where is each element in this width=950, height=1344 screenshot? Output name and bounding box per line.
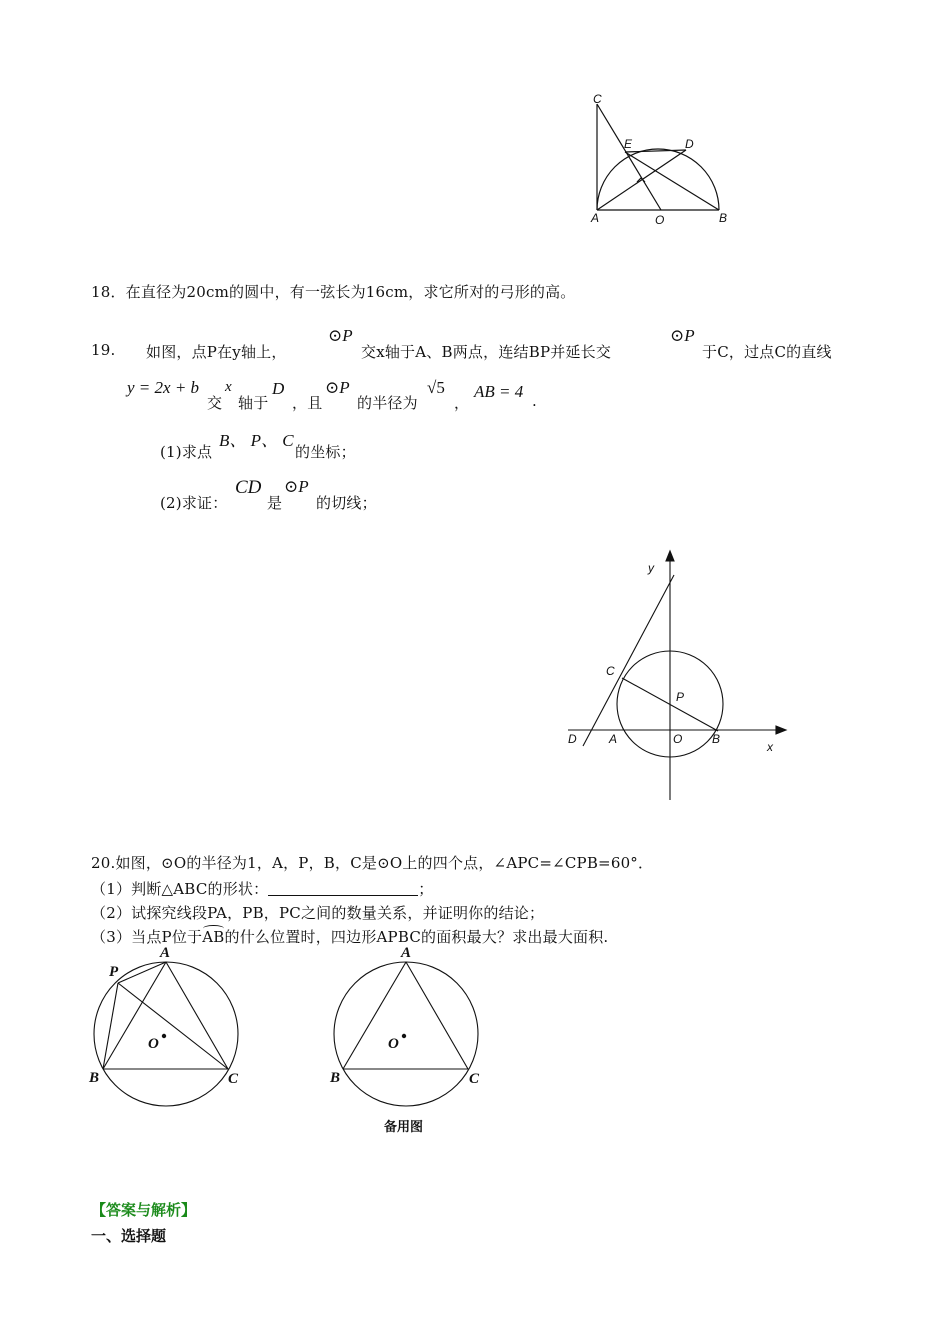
q19-text-7: 的半径为 — [357, 394, 418, 412]
q19-odot-p-1: ⊙P — [328, 326, 353, 345]
q19-comma: ， — [454, 394, 470, 412]
q19-text-2: 交x轴于A、B两点，连结BP并延长交 — [361, 343, 612, 361]
q19-sub1-post: 的坐标； — [295, 443, 356, 461]
q19-period: . — [532, 392, 537, 410]
answers-heading: 【答案与解析】 — [91, 1201, 197, 1219]
q19-x-symbol: x — [225, 379, 232, 395]
label-B: B — [719, 211, 728, 225]
q19-sub2-post: 的切线； — [316, 494, 377, 512]
q19-odot-p-2: ⊙P — [670, 326, 695, 345]
circle-O-2 — [334, 962, 478, 1106]
label-B: B — [712, 732, 721, 746]
label-C: C — [469, 1071, 480, 1087]
label-E: E — [624, 137, 633, 151]
label-B: B — [330, 1070, 341, 1086]
q19-odot-p-3: ⊙P — [325, 378, 350, 397]
q19-text-3: 于C，过点C的直线 — [702, 343, 832, 361]
arc-AB: AB — [202, 928, 225, 946]
q19-text-6: ，且 — [292, 394, 323, 412]
q20-sub1-end: ； — [418, 880, 434, 898]
q19-sub1-points: B、 P、 C — [219, 431, 294, 450]
q20-sub2: （2）试探究线段PA，PB，PC之间的数量关系，并证明你的结论； — [91, 904, 545, 922]
q19-text-5: 轴于 — [238, 394, 269, 412]
label-O: O — [388, 1036, 399, 1052]
q19-sqrt5: √5 — [427, 378, 445, 397]
label-A: A — [591, 211, 600, 225]
label-y: y — [648, 561, 654, 575]
section-choice-questions: 一、选择题 — [91, 1227, 167, 1245]
center-dot-2 — [402, 1034, 406, 1038]
label-A: A — [609, 732, 618, 746]
label-D: D — [685, 137, 694, 151]
label-O: O — [655, 213, 665, 227]
q20-sub1-text: （1）判断△ABC的形状： — [91, 880, 269, 898]
label-O: O — [673, 732, 683, 746]
label-C: C — [228, 1071, 239, 1087]
label-C: C — [593, 92, 602, 106]
q20-sub3-post: 的什么位置时，四边形APBC的面积最大？求出最大面积. — [224, 928, 609, 946]
label-C: C — [606, 664, 615, 678]
q20-line1: 20.如图，⊙O的半径为1，A，P，B，C是⊙O上的四个点，∠APC=∠CPB=60°． — [91, 854, 654, 872]
segment-AC — [406, 962, 468, 1069]
label-B: B — [89, 1070, 100, 1086]
q19-sub2-mid: 是 — [267, 494, 283, 512]
label-P: P — [109, 964, 119, 980]
q19-text-1: 如图，点P在y轴上， — [146, 343, 287, 361]
label-A: A — [401, 945, 412, 961]
label-x: x — [767, 740, 773, 754]
label-D: D — [568, 732, 577, 746]
q19-number: 19. — [91, 341, 116, 359]
q19-line-equation: y = 2x + b — [127, 378, 200, 397]
q19-odot-p-4: ⊙P — [284, 477, 309, 496]
q20-sub3-pre: （3）当点P位于 — [91, 928, 203, 946]
q19-ab-equation: AB = 4 — [474, 382, 524, 401]
question-18: 18．在直径为20cm的圆中，有一弦长为16cm，求它所对的弓形的高。 — [91, 283, 576, 301]
q19-text-4: 交 — [207, 394, 223, 412]
q19-sub2-pre: (2)求证： — [160, 494, 228, 512]
q19-d-symbol: D — [272, 379, 285, 398]
label-P: P — [676, 690, 685, 704]
q19-sub2-cd: CD — [235, 477, 262, 498]
label-A: A — [160, 945, 171, 961]
spare-figure-caption: 备用图 — [384, 1120, 424, 1135]
label-O: O — [148, 1036, 159, 1052]
q19-sub1-pre: (1)求点 — [160, 443, 213, 461]
